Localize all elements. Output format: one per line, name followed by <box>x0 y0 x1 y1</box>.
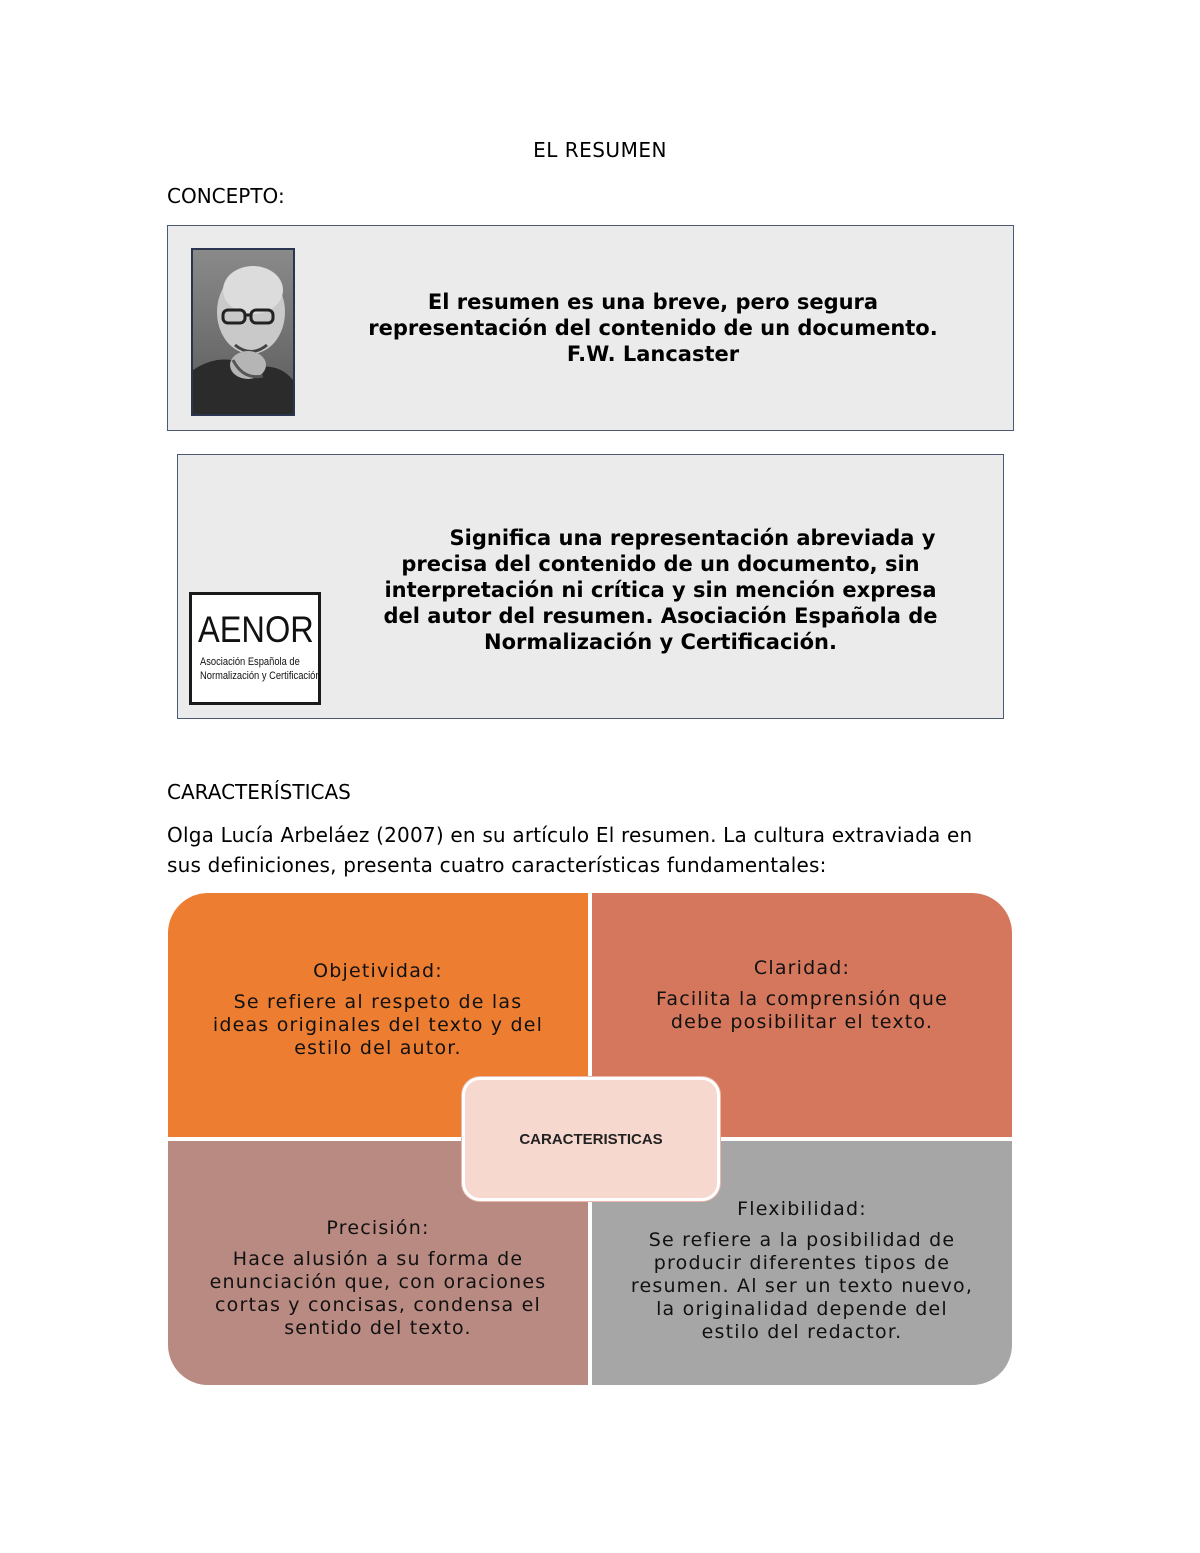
quadrant-line: Hace alusión a su forma de <box>232 1247 524 1270</box>
quadrant-line: Se refiere al respeto de las <box>233 991 523 1013</box>
quadrant-line: enunciación que, con oraciones <box>209 1270 547 1293</box>
features-heading: CARACTERÍSTICAS <box>167 780 351 804</box>
intro-line2: sus definiciones, presenta cuatro características fundamentales: <box>167 853 827 877</box>
quote2-line1: Significa una representación abreviada y <box>449 526 936 550</box>
quadrant-title: Claridad: <box>753 956 851 979</box>
intro-line1: Olga Lucía Arbeláez (2007) en su artículo El resumen. La cultura extraviada en <box>167 823 973 847</box>
quadrant-line: sentido del texto. <box>284 1316 472 1339</box>
diagram-center-label: CARACTERISTICAS <box>462 1077 720 1201</box>
lancaster-quote <box>303 289 1003 367</box>
aenor-logo-subtitle <box>200 655 321 683</box>
portrait-photo-icon <box>193 250 293 414</box>
aenor-quote-box <box>177 454 1004 719</box>
quote1-line3: F.W. Lancaster <box>566 342 740 366</box>
quote1-line1: El resumen es una breve, pero segura <box>427 290 879 314</box>
features-intro <box>167 820 1027 880</box>
quote2-line5: Normalización y Certificación. <box>484 630 837 654</box>
concept-heading: CONCEPTO: <box>167 184 285 208</box>
aenor-quote <box>328 525 993 655</box>
quadrant-line: estilo del autor. <box>294 1037 462 1059</box>
quote2-line4: del autor del resumen. Asociación Española de <box>383 604 938 628</box>
lancaster-portrait <box>191 248 295 416</box>
quadrant-line: ideas originales del texto y del <box>212 1014 544 1036</box>
page-title: EL RESUMEN <box>533 138 667 162</box>
quadrant-line: Se refiere a la posibilidad de <box>648 1229 956 1251</box>
quadrant-title: Objetividad: <box>313 960 443 982</box>
aenor-logo-sub2: Normalización y Certificación <box>200 670 321 682</box>
quadrant-title: Precisión: <box>326 1216 430 1239</box>
quadrant-line: Facilita la comprensión que <box>655 987 949 1010</box>
quote2-line2: precisa del contenido de un documento, sin <box>401 552 920 576</box>
aenor-logo-name: AENOR <box>198 609 314 650</box>
quadrant-line: debe posibilitar el texto. <box>670 1010 934 1033</box>
quote2-line3: interpretación ni crítica y sin mención expresa <box>384 578 937 602</box>
aenor-logo <box>189 592 321 705</box>
quadrant-title: Flexibilidad: <box>737 1198 867 1220</box>
quadrant-line: cortas y concisas, condensa el <box>214 1293 541 1316</box>
quote1-line2: representación del contenido de un documento. <box>368 316 938 340</box>
aenor-logo-sub1: Asociación Española de <box>200 656 300 668</box>
lancaster-quote-box <box>167 225 1014 431</box>
characteristics-diagram <box>168 893 1012 1385</box>
quadrant-line: resumen. Al ser un texto nuevo, <box>630 1275 974 1297</box>
quadrant-line: estilo del redactor. <box>701 1321 903 1343</box>
quadrant-line: la originalidad depende del <box>656 1298 948 1320</box>
quadrant-line: producir diferentes tipos de <box>653 1252 951 1274</box>
